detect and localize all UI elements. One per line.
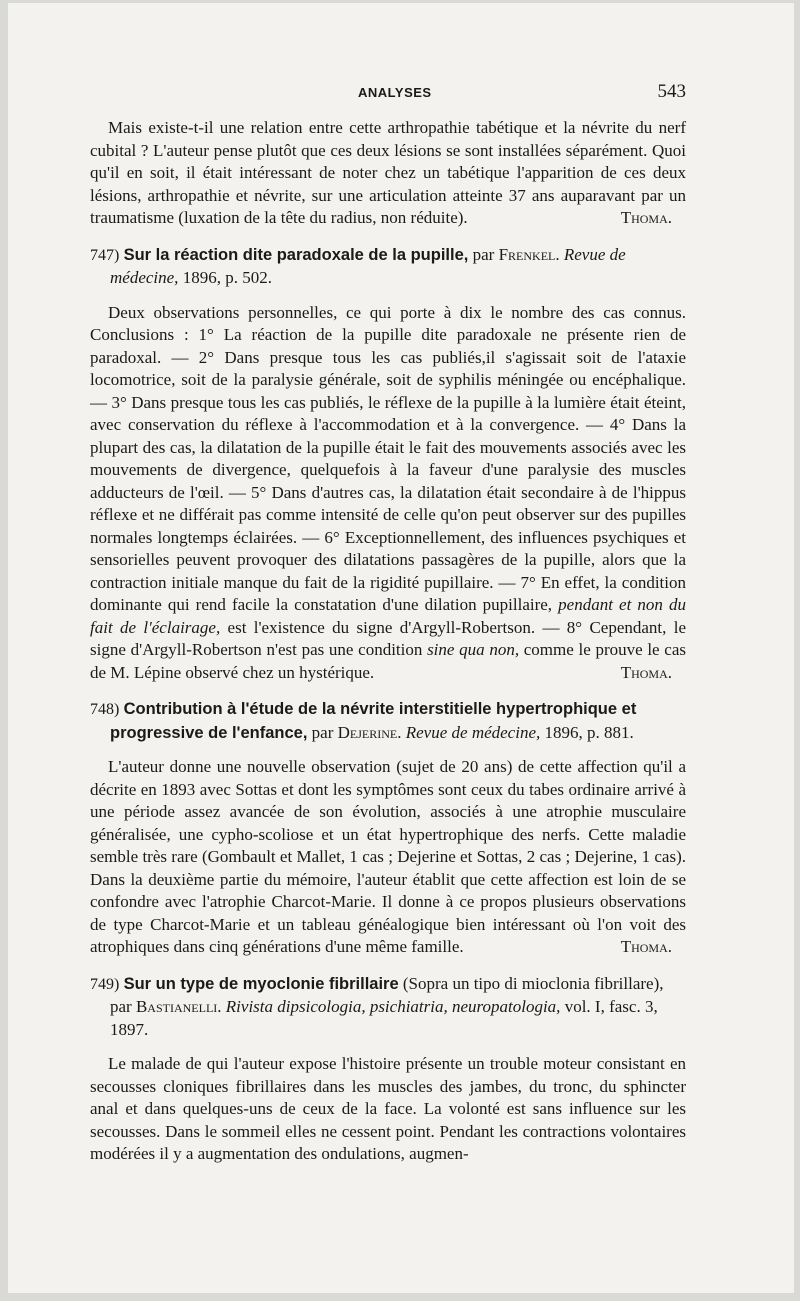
- page-number: 543: [657, 81, 686, 102]
- signature: Thoma.: [620, 208, 672, 227]
- article-748: [90, 698, 686, 959]
- article-body: [90, 1053, 686, 1166]
- article-author: Bastianelli.: [135, 997, 222, 1016]
- body-text: L'auteur donne une nouvelle observation (sujet de 20 ans) de cette affection qu'il a décrite en 1893 avec Sottas et dont les symptômes sont ceux du tabes ordinaire arrivé à une période assez avancée de son évolution, associés à une atrophie musculaire généralisée, une cypho-scoliose et un état hypertrophique des nerfs. Cette maladie semble très rare (Gombault et Mallet, 1 cas ; Dejerine et Sottas, 2 cas ; Dejerine, 1 cas). Dans la deuxième partie du mémoire, l'auteur établit que cette affection est loin de se confondre avec l'atrophie Charcot-Marie. Il donne à ce propos plusieurs observations de type Charcot-Marie et un tableau généalogique bien intéressant où l'on voit des atrophiques dans cinq générations d'une même famille.: [90, 757, 686, 956]
- article-749: [90, 973, 686, 1166]
- article-heading: [90, 973, 686, 1042]
- article-reference: 1896, p. 881.: [544, 722, 634, 742]
- article-heading: [90, 698, 686, 744]
- article-body: [90, 756, 686, 959]
- article-by: par: [472, 244, 495, 264]
- signature: Thoma.: [620, 662, 672, 682]
- article-title: Sur la réaction dite paradoxale de la pupille,: [123, 245, 469, 264]
- article-reference: 1896, p. 502.: [182, 268, 272, 287]
- article-number: 747): [90, 246, 120, 264]
- article-subtitle: (Sopra un tipo di mioclonia fibrillare), par: [110, 973, 664, 1016]
- article-title: Contribution à l'étude de la névrite interstitielle hypertrophique et progressive de l'enfance,: [110, 700, 637, 742]
- article-body: [90, 302, 686, 685]
- body-text: Le malade de qui l'auteur expose l'histoire présente un trouble moteur consistant en secousses cloniques fibrillaires dans les muscles des jambes, du tronc, du sphincter anal et dans quelques-uns de ceux de la face. La volonté est sans influence sur les secousses. Dans le sommeil elles ne cessent point. Pendant les contractions volontaires modérées il y a augmentation des ondulations, augmen-: [90, 1054, 686, 1163]
- article-journal: Rivista dipsicologia, psichiatria, neuropatologia,: [225, 997, 561, 1016]
- article-reference: vol. I, fasc. 3, 1897.: [110, 997, 658, 1039]
- running-head: [90, 83, 686, 109]
- intro-paragraph: [90, 117, 686, 230]
- article-author: Dejerine.: [337, 722, 402, 742]
- signature: Thoma.: [620, 937, 672, 956]
- body-text: est l'existence du signe d'Argyll-Robertson. — 8° Cependant, le signe d'Argyll-Robertson n'est pas une condition: [90, 617, 687, 659]
- article-heading: [90, 244, 686, 290]
- body-text: comme le prouve le cas de M. Lépine observé chez un hystérique.: [90, 640, 686, 682]
- body-italic-text: sine qua non,: [427, 640, 520, 659]
- body-text: Deux observations personnelles, ce qui porte à dix le nombre des cas connus. Conclusions : 1° La réaction de la pupille dite paradoxale ne présente rien de paradoxal. — 2° Dans presque tous les cas publiés,il s'agissait soit de l'ataxie locomotrice, soit de la paralysie générale, soit de syphilis méningée ou encéphalique. — 3° Dans presque tous les cas publiés, le réflexe de la pupille à la lumière était éteint, avec conservation du réflexe à l'accommodation et à la convergence. — 4° Dans la plupart des cas, la dilatation de la pupille était le fait des mouvements associés avec les mouvements de divergence, quelquefois à la faveur d'une paralysie des muscles adducteurs de l'œil. — 5° Dans d'autres cas, la dilatation était secondaire à de l'hippus réflexe et ne différait pas comme intensité de celle qu'on peut observer sur des pupilles normales longtemps éclairées. — 6° Exceptionnellement, des influences psychiques et sensorielles peuvent provoquer des dilatations passagères de la pupille, alors que la contraction initiale manque du fait de la rigidité pupillaire. — 7° En effet, la condition dominante qui rend facile la constatation d'une dilation pupillaire,: [90, 302, 686, 614]
- article-by: par: [311, 722, 334, 742]
- article-title: Sur un type de myoclonie fibrillaire: [123, 974, 399, 993]
- article-number: 749): [90, 975, 120, 993]
- article-number: 748): [90, 701, 120, 718]
- article-journal: Revue de médecine,: [405, 722, 541, 742]
- article-author: Frenkel.: [498, 244, 560, 264]
- body-italic-text: pendant et non du fait de l'éclairage,: [90, 595, 686, 637]
- article-journal: Revue de médecine,: [110, 244, 626, 287]
- running-title: ANALYSES: [358, 85, 432, 100]
- document-page: [8, 3, 794, 1293]
- intro-text: Mais existe-t-il une relation entre cette arthropathie tabétique et la névrite du nerf cubital ? L'auteur pense plutôt que ces deux lésions se sont installées séparément. Quoi qu'il en soit, il était intéressant de noter chez un tabétique l'apparition de ces deux lésions, arthropathie et névrite, sur une articulation atteinte 37 ans auparavant par un traumatisme (luxation de la tête du radius, non réduite).: [90, 118, 686, 227]
- article-747: [90, 244, 686, 685]
